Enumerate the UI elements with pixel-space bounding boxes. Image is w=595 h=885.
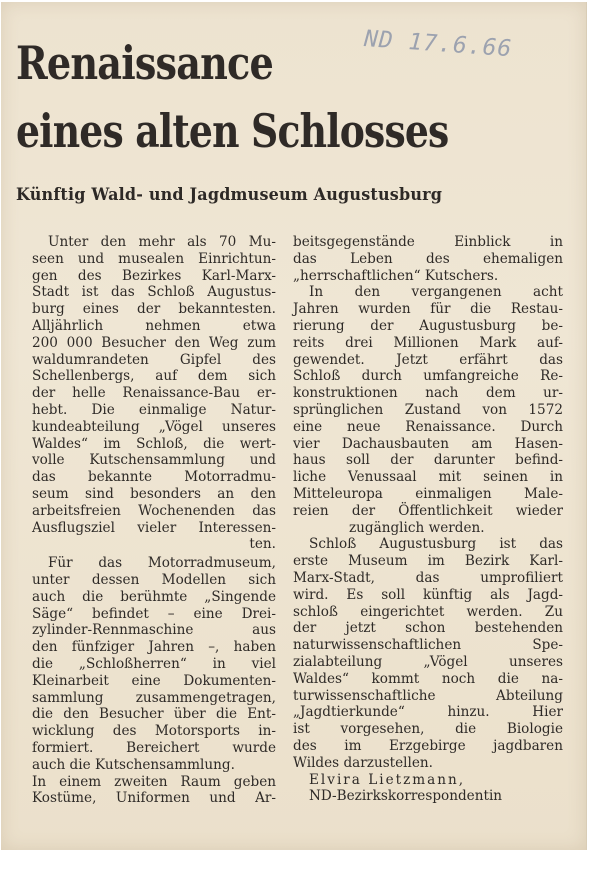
article-column-left <box>32 234 276 807</box>
text-line: das bekannte Motorradmu- <box>32 469 276 486</box>
text-line: ist vorgesehen, die Biologie <box>293 721 563 738</box>
text-line: auch die Kutschensammlung. <box>32 756 235 773</box>
text-line: sprünglichen Zustand von 1572 <box>293 401 563 418</box>
text-line: die den Besucher über die Ent- <box>32 706 276 723</box>
text-line: den fünfziger Jahren –, haben <box>32 639 276 656</box>
text-line: formiert. Bereichert wurde <box>32 739 276 756</box>
text-line: turwissenschaftliche Abteilung <box>293 687 563 704</box>
text-line: Kleinarbeit eine Dokumenten- <box>32 672 276 689</box>
text-line: Waldes“ kommt noch die na- <box>293 670 563 687</box>
text-line: naturwissenschaftlichen Spe- <box>293 637 563 654</box>
text-line: ten. <box>249 536 276 553</box>
author-title: ND-Bezirkskorrespondentin <box>309 788 503 805</box>
text-line: Wildes darzustellen. <box>293 754 433 771</box>
headline-line-2: eines alten Schlosses <box>16 104 449 158</box>
text-line: der jetzt schon bestehenden <box>293 620 563 637</box>
text-line: burg eines der bekanntesten. <box>32 301 276 318</box>
text-line: schloß eingerichtet werden. Zu <box>293 603 563 620</box>
text-line: kundeabteilung „Vögel unseres <box>32 418 276 435</box>
headline-line-1: Renaissance <box>16 36 273 90</box>
text-line: zugänglich werden. <box>349 519 485 536</box>
text-line: gen des Bezirkes Karl-Marx- <box>32 267 276 284</box>
text-line: hebt. Die einmalige Natur- <box>32 401 276 418</box>
text-line: Ausflugsziel vieler Interessen- <box>32 519 276 536</box>
text-line: waldumrandeten Gipfel des <box>32 351 276 368</box>
text-line: vier Dachausbauten am Hasen- <box>293 435 563 452</box>
text-line: das Leben des ehemaligen <box>293 250 563 267</box>
author-name: Elvira Lietzmann, <box>309 771 466 788</box>
text-line: Schloß durch umfangreiche Re- <box>293 368 563 385</box>
text-line: Marx-Stadt, das umprofiliert <box>293 569 563 586</box>
text-line: liche Venussaal mit seinen in <box>293 469 563 486</box>
text-line: auch die berühmte „Singende <box>32 588 276 605</box>
text-line: konstruktionen nach dem ur- <box>293 385 563 402</box>
subheadline: Künftig Wald- und Jagdmuseum Augustusburg <box>16 185 443 205</box>
text-line: beitsgegenstände Einblick in <box>293 234 563 250</box>
text-line: Mitteleuropa einmaligen Male- <box>293 485 563 502</box>
text-line: erste Museum im Bezirk Karl- <box>293 553 563 570</box>
text-line: volle Kutschensammlung und <box>32 452 276 469</box>
handwritten-date-note: ND 17.6.66 <box>363 26 514 63</box>
text-line: wicklung des Motorsports in- <box>32 723 276 740</box>
text-line: gewendet. Jetzt erfährt das <box>293 351 563 368</box>
text-line: reits drei Millionen Mark auf- <box>293 334 563 351</box>
text-line: haus soll der darunter befind- <box>293 452 563 469</box>
text-line: der helle Renaissance-Bau er- <box>32 385 276 402</box>
text-line: reien der Öffentlichkeit wieder <box>293 502 563 519</box>
text-line: Unter den mehr als 70 Mu- <box>48 234 276 250</box>
newspaper-clipping <box>1 2 587 850</box>
text-line: zialabteilung „Vögel unseres <box>293 653 563 670</box>
text-line: Säge“ befindet – eine Drei- <box>32 605 276 622</box>
article-column-right <box>293 234 563 805</box>
text-line: sammlung zusammengetragen, <box>32 689 276 706</box>
text-line: Schloß Augustusburg ist das <box>309 536 563 553</box>
text-line: 200 000 Besucher den Weg zum <box>32 334 276 351</box>
text-line: eine neue Renaissance. Durch <box>293 418 563 435</box>
text-line: „herrschaftlichen“ Kutschers. <box>293 267 499 284</box>
text-line: Jahren wurden für die Restau- <box>293 301 563 318</box>
text-line: zylinder-Rennmaschine aus <box>32 622 276 639</box>
text-line: In einem zweiten Raum geben <box>32 773 276 790</box>
text-line: wird. Es soll künftig als Jagd- <box>293 586 563 603</box>
text-line: „Jagdtierkunde“ hinzu. Hier <box>293 704 563 721</box>
text-line: die „Schloßherren“ in viel <box>32 655 276 672</box>
text-line: arbeitsfreien Wochenenden das <box>32 502 276 519</box>
text-line: Alljährlich nehmen etwa <box>32 317 276 334</box>
text-line: rierung der Augustusburg be- <box>293 317 563 334</box>
text-line: Für das Motorradmuseum, <box>48 555 276 572</box>
text-line: Kostüme, Uniformen und Ar- <box>32 790 276 807</box>
text-line: Schellenbergs, auf dem sich <box>32 368 276 385</box>
text-line: Stadt ist das Schloß Augustus- <box>32 284 276 301</box>
text-line: seum sind besonders an den <box>32 485 276 502</box>
text-line: In den vergangenen acht <box>309 284 563 301</box>
text-line: seen und musealen Einrichtun- <box>32 250 276 267</box>
text-line: Waldes“ im Schloß, die wert- <box>32 435 276 452</box>
text-line: des im Erzgebirge jagdbaren <box>293 737 563 754</box>
text-line: unter dessen Modellen sich <box>32 571 276 588</box>
